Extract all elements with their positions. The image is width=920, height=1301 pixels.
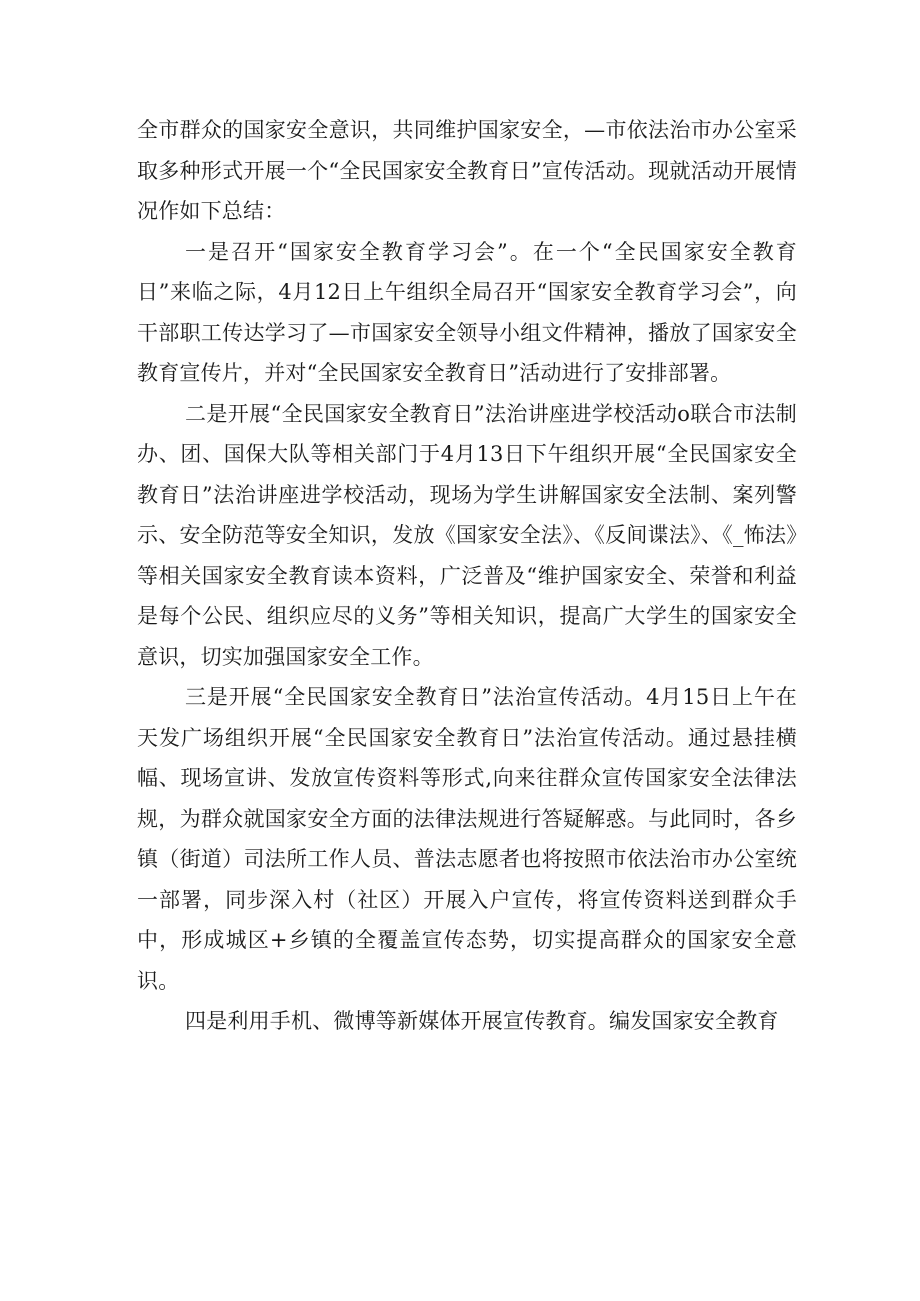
paragraph-item-2: 二是开展“全民国家安全教育日”法治讲座进学校活动o联合市法制办、团、国保大队等相关部门于4月13日下午组织开展“全民国家安全教育日”法治讲座进学校活动，现场为学生讲解国家安全法制、案列警示、安全防范等安全知识，发放《国家安全法》、《反间谍法》、《_怖法》等相关国家安全教育读本资料，广泛普及“维护国家安全、荣誉和利益是每个公民、组织应尽的义务”等相关知识，提高广大学生的国家安全意识，切实加强国家安全工作。: [137, 401, 797, 669]
paragraph-item-4: 四是利用手机、微博等新媒体开展宣传教育。编发国家安全教育: [185, 1009, 779, 1033]
paragraph-intro: 全市群众的国家安全意识，共同维护国家安全，—市依法治市办公室采取多种形式开展一个“全民国家安全教育日”宣传活动。现就活动开展情况作如下总结：: [137, 118, 797, 223]
paragraph-item-3: 三是开展“全民国家安全教育日”法治宣传活动。4月15日上午在天发广场组织开展“全民国家安全教育日”法治宣传活动。通过悬挂横幅、现场宣讲、发放宣传资料等形式,向来往群众宣传国家安全法律法规，为群众就国家安全方面的法律法规进行答疑解惑。与此同时，各乡镇（街道）司法所工作人员、普法志愿者也将按照市依法治市办公室统一部署，同步深入村（社区）开展入户宣传，将宣传资料送到群众手中，形成城区+乡镇的全覆盖宣传态势，切实提高群众的国家安全意识。: [137, 685, 797, 993]
document-body: [137, 110, 797, 1042]
paragraph-item-1: 一是召开“国家安全教育学习会”。在一个“全民国家安全教育日”来临之际，4月12日上午组织全局召开“国家安全教育学习会”，向干部职工传达学习了—市国家安全领导小组文件精神，播放了国家安全教育宣传片，并对“全民国家安全教育日”活动进行了安排部署。: [137, 239, 797, 385]
